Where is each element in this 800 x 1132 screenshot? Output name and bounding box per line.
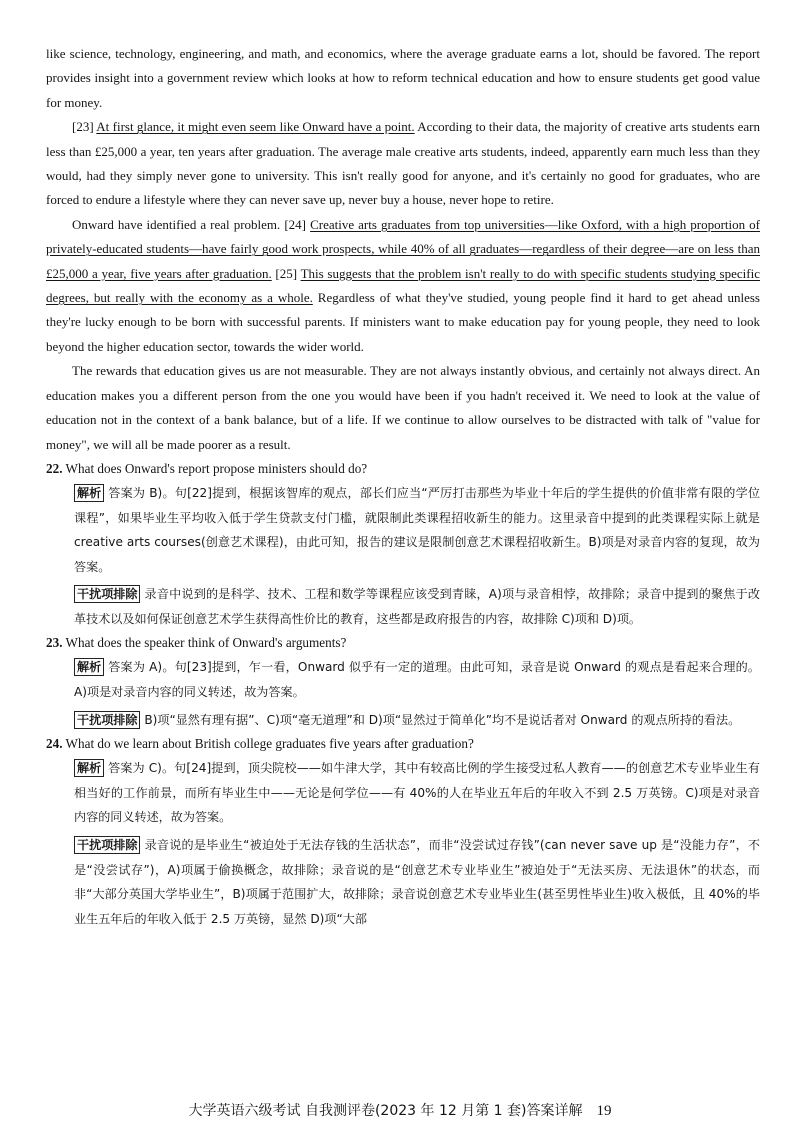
passage-paragraph-4: The rewards that education gives us are not measurable. They are not always instantly obvious, and certainly not always direct. An education makes you a different person from the one you would have been if you hadn't received it. We need to look at the value of education not in the context of a bank balance, but of a life. If we continue to allow ourselves to be distracted with talk of "value for money", we will all be made poorer as a result. — [46, 363, 760, 452]
question-text: What does the speaker think of Onward's arguments? — [65, 635, 347, 651]
paragraph-3-start: Onward have identified a real problem. — [72, 216, 285, 232]
question-number: 24. — [46, 736, 63, 752]
analysis-label: 解析 — [74, 759, 104, 777]
underlined-sentence-24: Creative arts graduates from top universities—like Oxford, with a high proportion of privately-educated students—have fairly good work prospects, while 40% of all graduates—regardless of their degree—are on less than £25,000 a year, five years after graduation. — [46, 216, 760, 281]
paragraph-3-rest: Regardless of what they've studied, young people find it hard to get ahead unless they're lucky enough to be born with successful parents. If ministers want to make education pay for young people, they need to look beyond the higher education sector, towards the wider world. — [46, 290, 760, 354]
question-number: 23. — [46, 635, 63, 651]
passage-paragraph-1: like science, technology, engineering, and math, and economics, where the average graduate earns a lot, should be favored. The report provides insight into a government review which looks at how to reform technical education and how to ensure students get good value for money. — [46, 46, 760, 110]
analysis-text: 答案为 C)。句[24]提到，顶尖院校——如牛津大学，其中有较高比例的学生接受过私人教育——的创意艺术专业毕业生有相当好的工作前景，而所有毕业生中——无论是何学位——有 40%的人在毕业五年后的年收入不到 2.5 万英镑。C)项是对录音内容的同义转述，故为答案。 — [74, 761, 760, 825]
question-22 — [46, 457, 760, 481]
underlined-sentence-23: At first glance, it might even seem like Onward have a point. — [96, 119, 415, 135]
question-number: 22. — [46, 460, 63, 476]
passage-paragraph-2 — [46, 115, 760, 213]
paragraph-2-rest: According to their data, the majority of creative arts students earn less than £25,000 a year, ten years after graduation. The average male creative arts students, indeed, apparently earn much less than they would, had they simply never gone to university. This isn't really good for anyone, and it's certainly no good for graduates, who are forced to endure a lifestyle where they can never save up, never buy a house, never hope to retire. — [46, 119, 760, 208]
distractor-label: 干扰项排除 — [74, 836, 140, 854]
analysis-22 — [46, 481, 760, 579]
question-text: What does Onward's report propose ministers should do? — [65, 460, 368, 476]
distractor-text: B)项“显然有理有据”、C)项“毫无道理”和 D)项“显然过于简单化”均不是说话者对 Onward 的观点所持的看法。 — [144, 712, 741, 727]
distractor-text: 录音中说到的是科学、技术、工程和数学等课程应该受到青睐，A)项与录音相悖，故排除；录音中提到的聚焦于改革技术以及如何保证创意艺术学生获得高性价比的教育，这些都是政府报告的内容，故排除 C)项和 D)项。 — [74, 587, 760, 626]
distractor-22 — [46, 582, 760, 631]
analysis-label: 解析 — [74, 658, 104, 676]
footer-title: 大学英语六级考试 自我测评卷(2023 年 12 月第 1 套)答案详解 — [188, 1103, 583, 1119]
passage-paragraph-3 — [46, 213, 760, 359]
distractor-23 — [46, 708, 760, 733]
analysis-23 — [46, 655, 760, 704]
analysis-24 — [46, 756, 760, 830]
analysis-label: 解析 — [74, 484, 104, 502]
distractor-label: 干扰项排除 — [74, 711, 140, 729]
distractor-24 — [46, 833, 760, 931]
analysis-text: 答案为 A)。句[23]提到，乍一看，Onward 似乎有一定的道理。由此可知，录音是说 Onward 的观点是看起来合理的。A)项是对录音内容的同义转述，故为答案。 — [74, 660, 760, 700]
question-23 — [46, 631, 760, 655]
analysis-text: 答案为 B)。句[22]提到，根据该智库的观点，部长们应当“严厉打击那些为毕业十年后的学生提供的价值非常有限的学位课程”，如果毕业生平均收入低于学生贷款支付门槛，就限制此类课程招收新生的能力。这里录音中提到的此类课程实际上就是 creative arts courses(创意艺术课程)，由此可知，报告的建议是限制创意艺术课程招收新生。B)项是对录音内容的复现，故为答案。 — [74, 485, 760, 574]
question-text: What do we learn about British college graduates five years after graduation? — [65, 736, 474, 752]
page-footer — [0, 1100, 800, 1120]
distractor-label: 干扰项排除 — [74, 585, 140, 603]
sentence-marker-23: [23] — [72, 119, 97, 135]
sentence-marker-24: [24] — [284, 216, 311, 232]
question-24 — [46, 732, 760, 756]
distractor-text: 录音说的是毕业生“被迫处于无法存钱的生活状态”，而非“没尝试过存钱”(can never save up 是“没能力存”，不是“没尝试存”)，A)项属于偷换概念，故排除；录音说的是“创意艺术专业毕业生”被迫处于“无法买房、无法退休”的状态，而非“大部分英国大学毕业生”，B)项属于范围扩大，故排除；录音说创意艺术专业毕业生(甚至男性毕业生)收入极低，且 40%的毕业生五年后的年收入低于 2.5 万英镑，显然 D)项“大部 — [74, 838, 760, 926]
page-number: 19 — [596, 1103, 612, 1119]
underlined-sentence-25: This suggests that the problem isn't really to do with specific students studying specific degrees, but really with the economy as a whole. — [46, 265, 760, 306]
sentence-marker-25: [25] — [271, 265, 301, 281]
